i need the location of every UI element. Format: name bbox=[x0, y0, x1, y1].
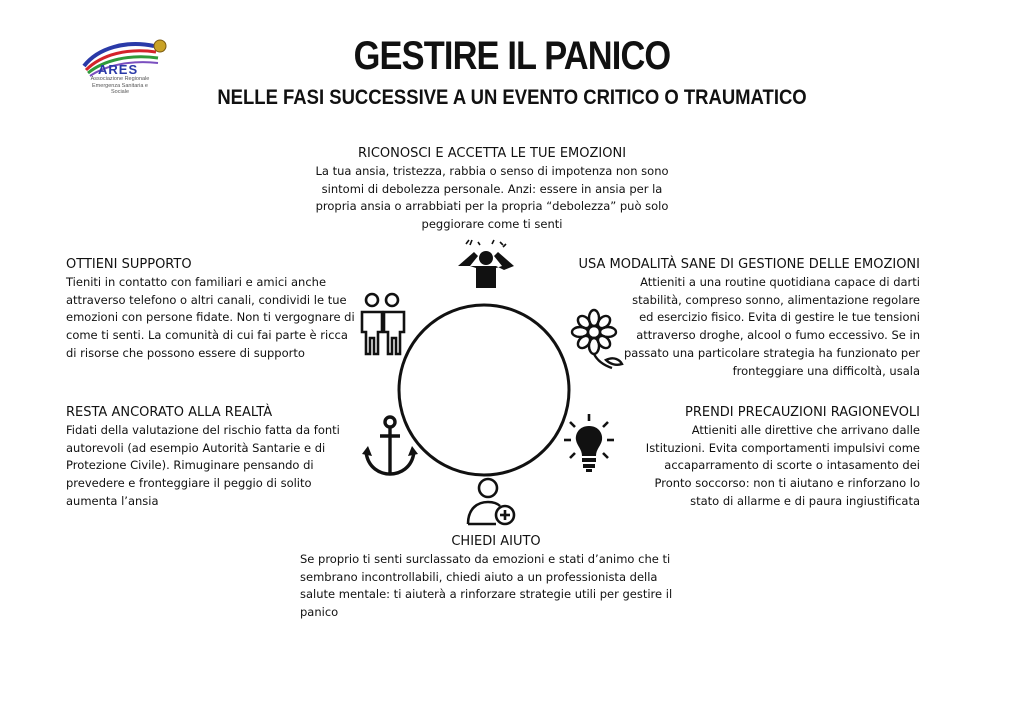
section-body: Fidati della valutazione del rischio fatta da fonti autorevoli (ad esempio Autorità Santarie e di Protezione Civile). Rimuginare pensando di prevedere e fronteggiare il peggio di solito aumenta l’ansia bbox=[66, 423, 340, 508]
couple-icon bbox=[358, 288, 408, 358]
section-ottieni bbox=[66, 256, 358, 363]
section-prendi bbox=[630, 404, 920, 511]
stressed-person-icon bbox=[456, 238, 516, 290]
section-body: La tua ansia, tristezza, rabbia o senso di impotenza non sono sintomi di debolezza personale. Anzi: essere in ansia per la propria ansia o arrabbiati per la propria “debolezza” può solo peggiorare come ti senti bbox=[315, 164, 669, 232]
light-bulb-icon bbox=[562, 412, 616, 474]
add-user-icon bbox=[464, 474, 518, 528]
page-title: GESTIRE IL PANICO bbox=[353, 34, 671, 78]
section-riconosci bbox=[302, 145, 682, 234]
anchor-icon bbox=[360, 414, 420, 480]
section-resta bbox=[66, 404, 356, 511]
logo-subtitle: Associazione Regionale Emergenza Sanitaria e Sociale bbox=[90, 76, 150, 95]
flower-icon bbox=[566, 308, 626, 374]
section-heading: CHIEDI AIUTO bbox=[451, 534, 541, 549]
section-heading: RESTA ANCORATO ALLA REALTÀ bbox=[66, 405, 273, 420]
logo-wordmark: ARES bbox=[98, 62, 139, 77]
section-body: Tieniti in contatto con familiari e amici anche attraverso telefono o altri canali, condividi le tue emozioni con persone fidate. Non ti vergognare di come ti senti. La comunità di cui fai parte è ricca di risorse che possono essere di supporto bbox=[66, 275, 355, 360]
section-body: Se proprio ti senti surclassato da emozioni e stati d’animo che ti sembrano incontrollabili, chiedi aiuto a un professionista della salute mentale: ti aiuterà a rinforzare strategie utili per gestire il panico bbox=[300, 552, 673, 620]
section-heading: RICONOSCI E ACCETTA LE TUE EMOZIONI bbox=[357, 146, 627, 161]
section-body: Attieniti alle direttive che arrivano dalle Istituzioni. Evita comportamenti impulsivi come accaparramento di scorte o intasamento dei Pronto soccorso: non ti aiutano e rinforzano lo stato di allarme e di paura ingiustificata bbox=[645, 423, 920, 508]
page-subtitle: NELLE FASI SUCCESSIVE A UN EVENTO CRITICO O TRAUMATICO bbox=[217, 86, 807, 109]
section-heading: PRENDI PRECAUZIONI RAGIONEVOLI bbox=[684, 405, 920, 420]
section-body: Attieniti a una routine quotidiana capace di darti stabilità, compreso sonno, alimentazione regolare ed esercizio fisico. Evita di gestire le tue tensioni attraverso droghe, alcool o fumo eccessivo. Se in passato una particolare strategia ha funzionato per fronteggiare una difficoltà, usala bbox=[623, 275, 920, 378]
section-heading: USA MODALITÀ SANE DI GESTIONE DELLE EMOZIONI bbox=[578, 257, 920, 272]
section-heading: OTTIENI SUPPORTO bbox=[66, 257, 192, 272]
section-chiedi bbox=[300, 533, 692, 622]
